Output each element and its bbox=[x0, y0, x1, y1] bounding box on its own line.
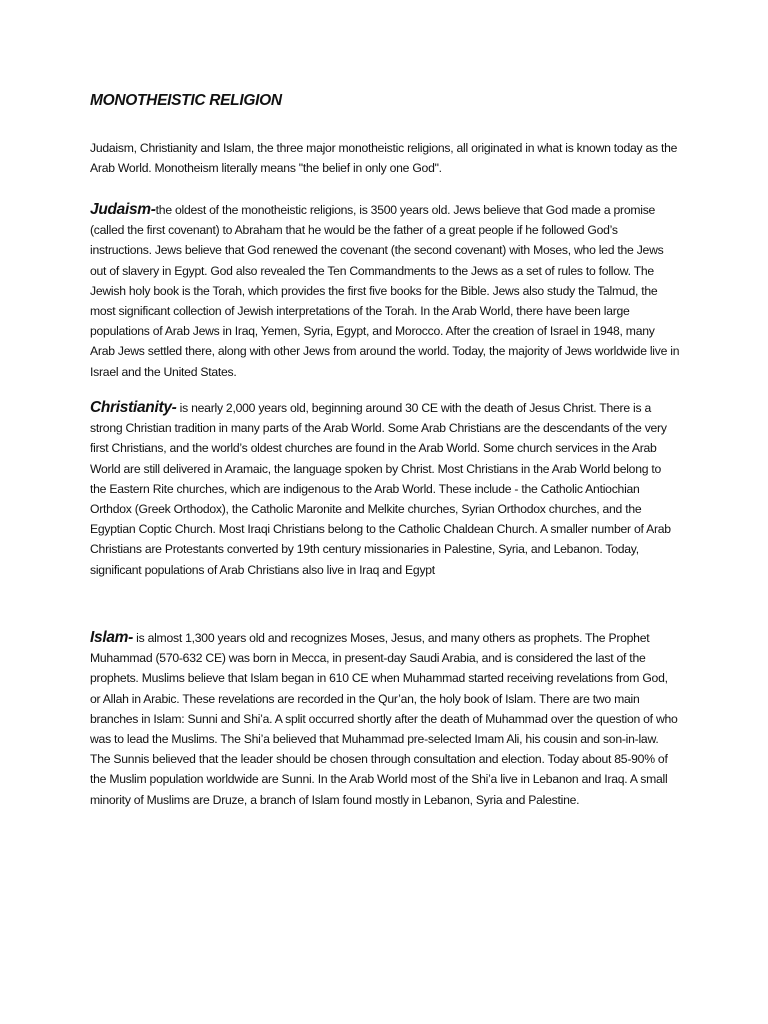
page-title: MONOTHEISTIC RELIGION bbox=[90, 92, 282, 109]
section-text-christianity: is nearly 2,000 years old, beginning around 30 CE with the death of Jesus Christ. There is a strong Christian tradition in many parts of the Arab World. Some Arab Christians are the descendants of the very first Christians, and the world’s oldest churches are found in the Arab World. Some church services in the Arab World are still delivered in Aramaic, the language spoken by Christ. Most Christians in the Arab World belong to the Eastern Rite churches, which are indigenous to the Arab World. These include - the Catholic Antiochian Orthdox (Greek Orthodox), the Catholic Maronite and Melkite churches, Syrian Orthodox churches, and the Egyptian Coptic Church. Most Iraqi Christians belong to the Catholic Chaldean Church. A smaller number of Arab Christians are Protestants converted by 19th century missionaries in Palestine, Syria, and Lebanon. Today, significant populations of Arab Christians also live in Iraq and Egypt bbox=[90, 401, 671, 577]
section-term-islam: Islam- bbox=[90, 629, 133, 646]
section-islam bbox=[90, 628, 680, 810]
section-text-islam: is almost 1,300 years old and recognizes Moses, Jesus, and many others as prophets. The Prophet Muhammad (570-632 CE) was born in Mecca, in present-day Saudi Arabia, and is considered the last of the prophets. Muslims believe that Islam began in 610 CE when Muhammad started receiving revelations from God, or Allah in Arabic. These revelations are recorded in the Qur’an, the holy book of Islam. There are two main branches in Islam: Sunni and Shi’a. A split occurred shortly after the death of Muhammad over the question of who was to lead the Muslims. The Shi’a believed that Muhammad pre-selected Imam Ali, his cousin and son-in-law. The Sunnis believed that the leader should be chosen through consultation and election. Today about 85-90% of the Muslim population worldwide are Sunni. In the Arab World most of the Shi’a live in Lebanon and Iraq. A small minority of Muslims are Druze, a branch of Islam found mostly in Lebanon, Syria and Palestine. bbox=[90, 631, 678, 807]
intro-paragraph: Judaism, Christianity and Islam, the three major monotheistic religions, all originated in what is known today as the Arab World. Monotheism literally means "the belief in only one God". bbox=[90, 141, 678, 176]
section-christianity bbox=[90, 398, 680, 580]
section-term-christianity: Christianity- bbox=[90, 399, 177, 416]
section-text-judaism: the oldest of the monotheistic religions, is 3500 years old. Jews believe that God made a promise (called the first covenant) to Abraham that he would be the father of a great people if he followed God’s instructions. Jews believe that God renewed the covenant (the second covenant) with Moses, who led the Jews out of slavery in Egypt. God also revealed the Ten Commandments to the Jews as a set of rules to follow. The Jewish holy book is the Torah, which provides the first five books for the Bible. Jews also study the Talmud, the most significant collection of Jewish interpretations of the Torah. In the Arab World, there have been large populations of Arab Jews in Iraq, Yemen, Syria, Egypt, and Morocco. After the creation of Israel in 1948, many Arab Jews settled there, along with other Jews from around the world. Today, the majority of Jews worldwide live in Israel and the United States. bbox=[90, 203, 680, 379]
section-judaism bbox=[90, 200, 680, 382]
section-term-judaism: Judaism- bbox=[90, 201, 156, 218]
